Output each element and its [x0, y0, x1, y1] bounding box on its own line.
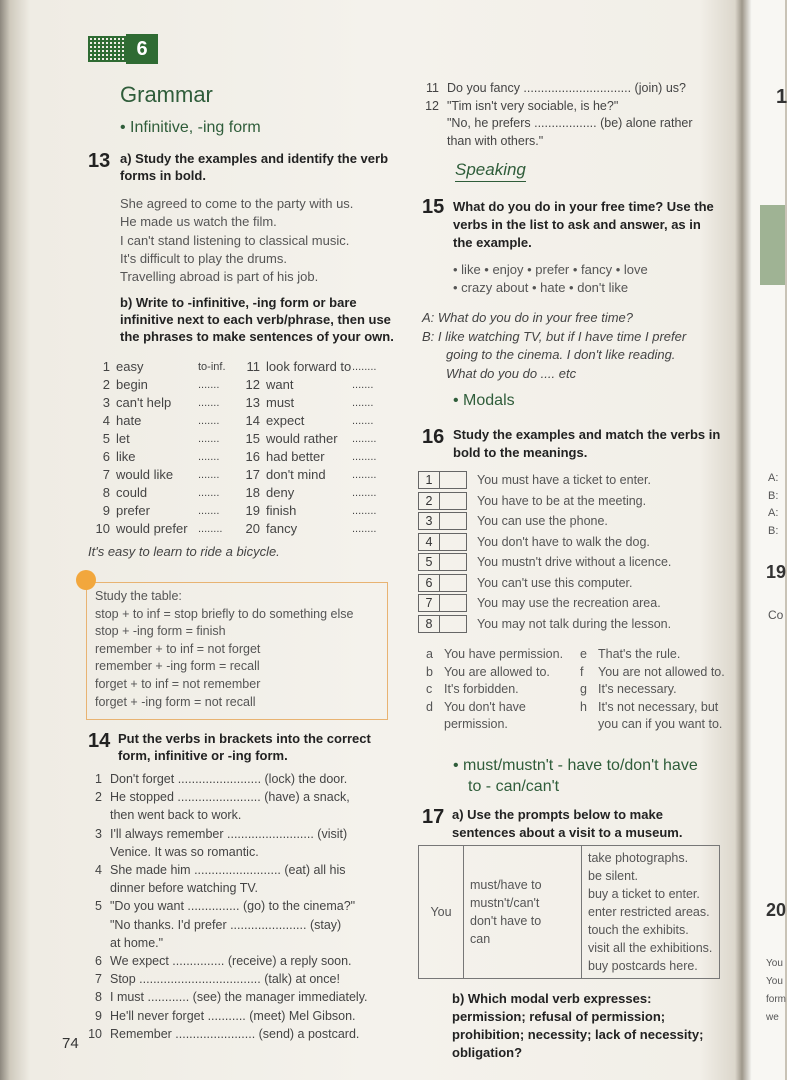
action-option: touch the exhibits. — [588, 923, 689, 937]
verb-list — [88, 358, 388, 538]
item-number: 7 — [95, 972, 102, 987]
item-number: 6 — [95, 954, 102, 969]
dialog-line: B: I like watching TV, but if I have time I prefer — [422, 328, 687, 344]
item-number: 18 — [245, 485, 260, 500]
meaning-text: It's not necessary, but — [598, 699, 719, 714]
exercise-row — [88, 770, 388, 788]
next-page-fragment: You — [766, 976, 783, 987]
match-row — [418, 614, 718, 635]
exercise-15-number: 15 — [422, 196, 445, 218]
exercise-text: Remember ....................... (send) a postcard. — [110, 1026, 360, 1041]
item-number — [88, 806, 110, 824]
answer-blank: ........ — [352, 361, 377, 373]
item-number-box: 3 — [418, 512, 440, 530]
verb-row — [88, 448, 388, 466]
verb-phrase: finish — [266, 503, 297, 518]
item-number: 5 — [95, 899, 102, 914]
example-dialog — [422, 309, 722, 383]
exercise-row — [88, 843, 388, 861]
speaking-heading: Speaking — [455, 160, 526, 182]
meaning-letter: f — [580, 664, 584, 679]
orange-dot-icon — [76, 570, 96, 590]
item-number: 17 — [245, 467, 260, 482]
verb-prompt-line: • like • enjoy • prefer • fancy • love — [453, 262, 648, 277]
verb-phrase: can't help — [116, 395, 172, 410]
item-number: 13 — [245, 395, 260, 410]
exercise-text: dinner before watching TV. — [110, 881, 259, 896]
modal-option: mustn't/can't — [470, 896, 540, 910]
study-box-lines — [95, 588, 353, 711]
modals-heading: • Modals — [453, 392, 515, 409]
item-number: 8 — [95, 990, 102, 1005]
item-number: 10 — [95, 521, 110, 536]
page-number: 74 — [62, 1035, 79, 1052]
study-line: stop + to inf = stop briefly to do something else — [95, 606, 354, 621]
verb-phrase: had better — [266, 449, 325, 464]
item-number: 20 — [245, 521, 260, 536]
exercise-row — [422, 80, 722, 98]
exercise-text: at home." — [110, 935, 164, 950]
verb-phrase: want — [266, 377, 294, 392]
answer-box[interactable] — [440, 574, 467, 592]
verb-phrase: would rather — [266, 431, 338, 446]
meaning-text: You have permission. — [444, 647, 564, 661]
item-number: 3 — [102, 395, 110, 410]
example-sentence: You mustn't drive without a licence. — [477, 555, 672, 570]
answer-blank: to-inf. — [198, 361, 226, 373]
action-option: buy a ticket to enter. — [588, 887, 700, 901]
next-page-fragment: A: — [768, 507, 779, 519]
verb-phrase: could — [116, 485, 148, 500]
exercise-row — [422, 98, 722, 116]
exercise-16-items — [418, 470, 718, 634]
next-page-edge — [752, 0, 785, 1080]
exercise-row — [88, 916, 388, 934]
verb-phrase: easy — [116, 359, 144, 374]
answer-blank: ....... — [352, 397, 374, 409]
example-line: It's difficult to play the drums. — [120, 250, 287, 266]
exercise-16-instruction: Study the examples and match the verbs in bold to the meanings. — [453, 427, 721, 460]
verb-row — [88, 376, 388, 394]
dialog-line: going to the cinema. I don't like reading. — [446, 347, 676, 362]
verb-phrase: let — [116, 431, 130, 446]
item-number: 3 — [95, 826, 102, 841]
exercise-text: We expect ............... (receive) a reply soon. — [110, 954, 352, 969]
exercise-row — [88, 1007, 388, 1025]
verb-phrase: like — [116, 449, 136, 464]
example-sentence: You can use the phone. — [477, 514, 608, 529]
verb-row — [88, 412, 388, 430]
prompt-actions — [582, 846, 720, 979]
verb-row — [88, 358, 388, 376]
exercise-17-number: 17 — [422, 806, 445, 828]
exercise-text: Don't forget ........................ (lock) the door. — [110, 772, 348, 786]
verb-prompt-list — [453, 261, 648, 297]
exercise-14-instruction: Put the verbs in brackets into the correct form, infinitive or -ing form. — [118, 731, 371, 763]
next-page-fragment: we — [766, 1012, 779, 1023]
item-number: 4 — [95, 863, 102, 878]
verb-phrase: don't mind — [266, 467, 326, 482]
answer-blank: ....... — [198, 451, 220, 463]
answer-blank: ....... — [352, 415, 374, 427]
example-sentence: You don't have to walk the dog. — [477, 534, 650, 549]
answer-blank: ........ — [352, 469, 377, 481]
meaning-row — [426, 681, 726, 699]
item-number — [422, 133, 447, 151]
action-option: buy postcards here. — [588, 959, 698, 973]
answer-box[interactable] — [440, 512, 467, 530]
prompt-modals — [464, 846, 582, 979]
meaning-text: permission. — [444, 717, 508, 732]
next-page-fragment: 1 — [776, 86, 787, 108]
next-page-fragment: You — [766, 958, 783, 969]
item-number: 12 — [245, 377, 260, 392]
exercise-text: "No thanks. I'd prefer ...................... (stay) — [110, 917, 342, 932]
next-page-picture — [760, 205, 785, 285]
meaning-text: You are allowed to. — [444, 664, 550, 679]
meaning-text: That's the rule. — [598, 647, 681, 661]
meaning-text: You don't have — [444, 699, 526, 714]
answer-blank: ....... — [352, 379, 374, 391]
item-number: 14 — [245, 413, 260, 428]
must-heading-line: • must/mustn't - have to/don't have — [453, 757, 698, 774]
exercise-row — [88, 897, 388, 915]
meaning-letter: c — [426, 682, 433, 697]
meaning-letter: a — [426, 647, 433, 661]
example-line: Travelling abroad is part of his job. — [120, 269, 319, 285]
item-number: 15 — [245, 431, 260, 446]
item-number: 2 — [102, 377, 110, 392]
meaning-row — [426, 646, 726, 664]
exercise-14-continued — [422, 80, 722, 150]
item-number: 12 — [425, 98, 439, 113]
answer-blank: ....... — [198, 505, 220, 517]
item-number: 9 — [102, 503, 110, 518]
exercise-13b-instruction: b) Write to -infinitive, -ing form or bare infinitive next to each verb/phrase, then use the phrases to make sentences of your own. — [120, 295, 394, 344]
exercise-13-number: 13 — [88, 150, 111, 172]
dialog-line: A: What do you do in your free time? — [422, 310, 633, 325]
item-number-box: 7 — [418, 594, 440, 612]
exercise-row — [88, 825, 388, 843]
exercise-row — [422, 115, 722, 133]
example-sentence: You must have a ticket to enter. — [477, 473, 651, 488]
modal-option: don't have to — [470, 914, 542, 928]
item-number-box: 2 — [418, 492, 440, 510]
item-number: 1 — [102, 359, 110, 374]
exercise-text: Stop ................................... (talk) at once! — [110, 972, 340, 987]
match-row — [418, 532, 718, 553]
meaning-text: You are not allowed to. — [598, 664, 725, 679]
item-number: 11 — [246, 359, 260, 374]
exercise-text: "Tim isn't very sociable, is he?" — [447, 98, 619, 113]
action-option: take photographs. — [588, 851, 689, 865]
answer-box[interactable] — [440, 492, 467, 510]
exercise-text: "No, he prefers .................. (be) alone rather — [447, 116, 693, 130]
exercise-14-number: 14 — [88, 730, 111, 752]
verb-phrase: expect — [266, 413, 305, 428]
example-sentence: You have to be at the meeting. — [477, 493, 647, 508]
verb-row — [88, 520, 388, 538]
answer-blank: ....... — [198, 397, 220, 409]
verb-row — [88, 466, 388, 484]
exercise-text: Do you fancy ............................... (join) us? — [447, 81, 686, 95]
meaning-text: It's forbidden. — [444, 682, 519, 697]
action-option: enter restricted areas. — [588, 905, 710, 919]
exercise-row — [88, 1025, 388, 1043]
study-line: remember + to inf = not forget — [95, 641, 261, 656]
exercise-text: "Do you want ............... (go) to the cinema?" — [110, 899, 356, 914]
exercise-text: I'll always remember ......................... (visit) — [110, 826, 348, 841]
item-number-box: 8 — [418, 615, 440, 633]
item-number-box: 5 — [418, 553, 440, 571]
exercise-16-number: 16 — [422, 426, 445, 448]
answer-blank: ....... — [198, 469, 220, 481]
verb-prompt-line: • crazy about • hate • don't like — [453, 280, 629, 295]
infinitive-heading: • Infinitive, -ing form — [120, 119, 261, 136]
example-sentence: You may use the recreation area. — [477, 596, 661, 611]
exercise-17b-instruction: b) Which modal verb expresses: permission; refusal of permission; prohibition; necessity; lack of necessity; obligation? — [452, 991, 704, 1060]
answer-blank: ........ — [352, 505, 377, 517]
study-line: Study the table: — [95, 589, 182, 603]
unit-number-badge: 6 — [126, 34, 158, 64]
match-row — [418, 593, 718, 614]
verb-row — [88, 430, 388, 448]
study-line: forget + to inf = not remember — [95, 676, 261, 691]
item-number-box: 4 — [418, 533, 440, 551]
prompt-subject: You — [419, 846, 464, 979]
answer-blank: ........ — [198, 523, 223, 535]
exercise-row — [422, 133, 722, 151]
exercise-17a-instruction: a) Use the prompts below to make sentences about a visit to a museum. — [452, 807, 683, 840]
exercise-text: She made him ......................... (eat) all his — [110, 863, 346, 878]
verb-phrase: must — [266, 395, 295, 410]
verb-phrase: fancy — [266, 521, 298, 536]
exercise-row — [88, 970, 388, 988]
answer-box[interactable] — [440, 533, 467, 551]
verb-phrase: prefer — [116, 503, 150, 518]
item-number-box: 6 — [418, 574, 440, 592]
modal-option: must/have to — [470, 878, 542, 892]
exercise-row — [88, 861, 388, 879]
study-line: stop + -ing form = finish — [95, 624, 226, 639]
action-option: visit all the exhibitions. — [588, 941, 713, 955]
answer-blank: ....... — [198, 415, 220, 427]
exercise-text: than with others." — [447, 133, 544, 148]
answer-blank: ........ — [352, 451, 377, 463]
answer-box[interactable] — [440, 553, 467, 571]
answer-blank: ....... — [198, 379, 220, 391]
meaning-row — [426, 699, 726, 717]
match-row — [418, 511, 718, 532]
must-heading-line: to - can/can't — [468, 778, 560, 795]
meaning-row — [426, 716, 726, 734]
exercise-row — [88, 952, 388, 970]
item-number: 4 — [102, 413, 110, 428]
answer-blank: ........ — [352, 487, 377, 499]
meaning-row — [426, 664, 726, 682]
item-number — [88, 916, 110, 934]
match-row — [418, 491, 718, 512]
item-number: 7 — [102, 467, 110, 482]
dialog-line: What do you do .... etc — [446, 365, 577, 381]
must-heading — [453, 755, 698, 797]
item-number: 16 — [245, 449, 260, 464]
meaning-letter: e — [580, 647, 587, 661]
verb-phrase: deny — [266, 485, 295, 500]
verb-row — [88, 394, 388, 412]
exercise-row — [88, 788, 388, 806]
meaning-text: you can if you want to. — [598, 717, 723, 732]
match-row — [418, 470, 718, 491]
answer-blank: ........ — [352, 523, 377, 535]
item-number: 11 — [426, 81, 439, 95]
exercise-row — [88, 988, 388, 1006]
exercise-row — [88, 806, 388, 824]
exercise-15-instruction: What do you do in your free time? Use the verbs in the list to ask and answer, as in the example. — [453, 199, 714, 250]
meaning-text: It's necessary. — [598, 682, 677, 697]
item-number: 5 — [102, 431, 110, 446]
item-number: 2 — [95, 790, 102, 805]
exercise-13-examples — [120, 195, 353, 286]
study-line: forget + -ing form = not recall — [95, 694, 256, 709]
unit-decoration — [88, 36, 126, 62]
exercise-text: He stopped ........................ (have) a snack, — [110, 790, 350, 805]
study-line: remember + -ing form = recall — [95, 659, 260, 674]
item-number: 8 — [102, 485, 110, 500]
item-number-box: 1 — [418, 471, 440, 489]
verb-phrase: begin — [116, 377, 148, 392]
match-row — [418, 552, 718, 573]
next-page-fragment: 20 — [766, 900, 787, 920]
next-page-fragment: Co — [768, 608, 784, 622]
exercise-13a-instruction: a) Study the examples and identify the verb forms in bold. — [120, 151, 389, 183]
exercise-text: Venice. It was so romantic. — [110, 844, 259, 859]
next-page-fragment: form — [766, 994, 786, 1005]
exercise-row — [88, 934, 388, 952]
verb-row — [88, 502, 388, 520]
next-page-fragment: B: — [768, 525, 779, 537]
example-line: He made us watch the film. — [120, 214, 277, 230]
example-line: I can't stand listening to classical music. — [120, 232, 350, 248]
item-number: 19 — [245, 503, 260, 518]
next-page-fragment: B: — [768, 490, 779, 502]
verb-row — [88, 484, 388, 502]
answer-blank: ....... — [198, 487, 220, 499]
meaning-letter: d — [426, 699, 433, 714]
answer-blank: ....... — [198, 433, 220, 445]
verb-phrase: hate — [116, 413, 142, 428]
answer-box[interactable] — [440, 594, 467, 612]
answer-box[interactable] — [440, 471, 467, 489]
grammar-heading: Grammar — [120, 82, 213, 107]
meaning-letter — [426, 716, 444, 734]
example-sentence: You can't use this computer. — [477, 575, 633, 590]
exercise-14-list — [88, 770, 388, 1043]
item-number: 10 — [88, 1026, 102, 1041]
item-number: 6 — [102, 449, 110, 464]
modal-option: can — [470, 932, 491, 946]
prompt-table — [418, 845, 720, 979]
next-page-fragment: 19 — [766, 562, 787, 582]
action-option: be silent. — [588, 869, 639, 883]
meaning-letter: g — [580, 682, 587, 697]
exercise-row — [88, 879, 388, 897]
example-sentence: You may not talk during the lesson. — [477, 616, 672, 631]
verb-phrase: would prefer — [116, 521, 188, 536]
item-number: 1 — [95, 772, 102, 786]
exercise-text: then went back to work. — [110, 808, 242, 823]
match-row — [418, 573, 718, 594]
item-number — [88, 843, 110, 861]
example-line: She agreed to come to the party with us. — [120, 196, 354, 211]
meaning-letter — [580, 716, 598, 734]
item-number: 9 — [95, 1008, 102, 1023]
answer-box[interactable] — [440, 615, 467, 633]
meanings-list — [426, 646, 726, 734]
exercise-text: He'll never forget ........... (meet) Mel Gibson. — [110, 1008, 356, 1023]
exercise-text: I must ............ (see) the manager immediately. — [110, 990, 368, 1005]
meaning-letter: h — [580, 699, 587, 714]
item-number — [88, 934, 110, 952]
answer-blank: ........ — [352, 433, 377, 445]
meaning-letter: b — [426, 664, 433, 679]
item-number — [422, 115, 447, 133]
next-page-fragment: A: — [768, 472, 779, 484]
example-sentence: It's easy to learn to ride a bicycle. — [88, 544, 280, 559]
verb-phrase: look forward to — [266, 359, 352, 374]
item-number — [88, 879, 110, 897]
verb-phrase: would like — [116, 467, 174, 482]
